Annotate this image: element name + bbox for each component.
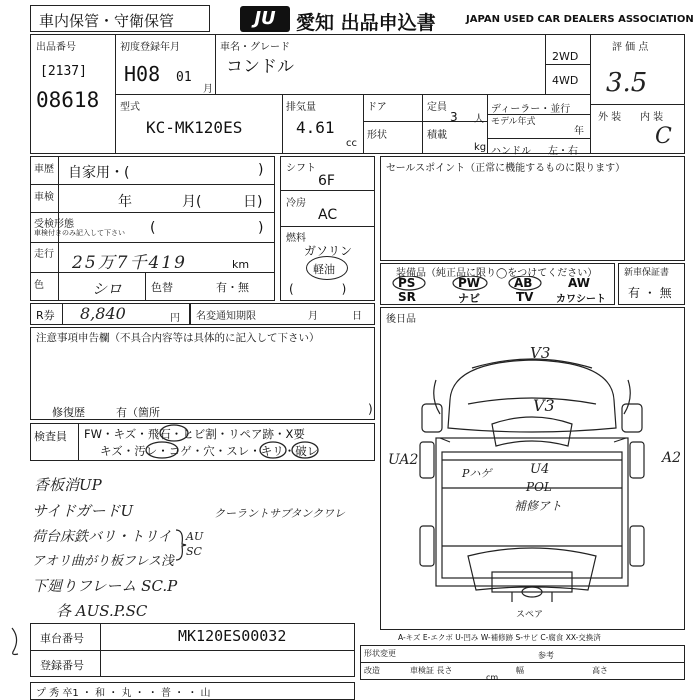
capacity-label: 定員 xyxy=(427,102,447,113)
model-type-label: 型式 xyxy=(120,102,140,113)
equipment-label: 装備品（純正品に限り◯をつけてください） xyxy=(396,268,598,279)
truck-diagram xyxy=(380,340,685,615)
equipment-ab: AB xyxy=(514,276,533,290)
dimension-modified: 改造 xyxy=(364,666,380,675)
plate-label: 登録番号 xyxy=(40,659,84,672)
capacity-unit: 人 xyxy=(474,114,484,125)
dealer-label: ディーラー・並行 xyxy=(491,104,571,115)
equipment-circle-marks xyxy=(382,276,614,304)
shape-label: 形状 xyxy=(367,130,387,141)
inspection-label: 車検 xyxy=(34,192,54,203)
history-label: 車歴 xyxy=(34,164,54,175)
name-change-month: 月 xyxy=(308,311,318,322)
inspector-circle-marks xyxy=(140,422,340,462)
diagram-label-right: A2 xyxy=(662,450,682,466)
mileage-value: 25万7千419 xyxy=(72,253,187,273)
registration-month: 01 xyxy=(176,70,192,85)
fuel-option: 軽油 xyxy=(313,263,335,276)
doors-label: ドア xyxy=(367,102,387,113)
recycle-value: 8,840 xyxy=(80,304,126,323)
rating-label: 評 価 点 xyxy=(612,42,649,53)
repair-value: 有（箇所 xyxy=(116,406,160,419)
org-subtitle: JAPAN USED CAR DEALERS ASSOCIATION xyxy=(466,14,694,25)
sales-point-label: セールスポイント（正常に機能するものに限ります） xyxy=(386,163,626,174)
repair-label: 修復歴 xyxy=(52,406,85,419)
handwritten-line2: サイドガードU xyxy=(32,502,134,520)
color-change-label: 色替 xyxy=(151,281,173,294)
chassis-value: MK120ES00032 xyxy=(178,627,287,645)
handwritten-line5: 下廻りフレーム SC.P xyxy=(32,577,178,595)
lot-bracket-number: [2137] xyxy=(40,64,87,79)
org-title: 愛知 出品申込書 xyxy=(296,12,436,34)
drive-2wd: 2WD xyxy=(552,50,579,63)
capacity-value: 3 xyxy=(450,110,458,124)
rating-value: 3.5 xyxy=(606,68,648,98)
model-year-unit: 年 xyxy=(574,126,584,137)
model-name: コンドル xyxy=(226,57,294,77)
received-close: ) xyxy=(258,220,264,236)
notes-label: 注意事項申告欄（不具合内容等は具体的に記入して下さい） xyxy=(36,332,320,344)
equipment-aw: AW xyxy=(568,276,590,290)
history-close: ) xyxy=(258,162,264,178)
engine-label: 排気量 xyxy=(286,102,316,113)
recycle-label: R券 xyxy=(36,309,55,322)
inspection-day: 日) xyxy=(243,194,263,210)
inspector-items-row1: FW・キズ・飛石・ヒビ割・リペア跡・X要 xyxy=(84,427,305,441)
rating-exterior-label: 外 装 xyxy=(598,112,622,123)
color-change-options: 有・無 xyxy=(216,281,249,294)
storage-label: 車内保管・守衛保管 xyxy=(39,12,175,30)
equipment-tv: TV xyxy=(516,290,534,304)
engine-value: 4.61 xyxy=(296,118,335,137)
damage-legend: A-キズ E-エクボ U-凹み W-補修跡 S-サビ C-腐食 XX-交換済 xyxy=(398,633,601,642)
dimension-unit: cm xyxy=(486,673,499,682)
load-unit: kg xyxy=(474,142,487,153)
equipment-navi: ナビ xyxy=(458,292,480,305)
fuel-label: 燃料 xyxy=(286,233,306,244)
rating-interior-label: 内 装 xyxy=(640,112,664,123)
footer-row-text: プ 秀 卒1 ・ 和 ・ 丸 ・ ・ 普 ・ ・ 山 xyxy=(36,688,211,699)
handle-label: ハンドル xyxy=(491,146,531,157)
color-value: シロ xyxy=(92,280,123,298)
handwritten-line1: 香板消UP xyxy=(34,476,102,494)
model-type-value: KC-MK120ES xyxy=(146,118,243,137)
inspection-year: 年 xyxy=(118,194,132,210)
equipment-pw: PW xyxy=(458,276,481,290)
shift-label: シフト xyxy=(286,163,316,174)
equipment-sr: SR xyxy=(398,290,416,304)
received-label: 受検形態 xyxy=(34,219,74,230)
handwritten-line6: 各 AUS.P.SC xyxy=(56,602,148,620)
diagram-label-left: UA2 xyxy=(388,452,419,468)
equipment-grid xyxy=(382,276,614,304)
inspector-label: 検査員 xyxy=(34,430,67,443)
diagram-label-bed1: Pハゲ xyxy=(462,467,492,480)
shift-value: 6F xyxy=(318,173,335,189)
drive-4wd: 4WD xyxy=(552,74,579,87)
mileage-label: 走行 xyxy=(34,249,54,260)
ju-logo: JU xyxy=(240,6,290,32)
load-label: 積載 xyxy=(427,130,447,141)
name-change-day: 日 xyxy=(352,311,362,322)
handwritten-scribble xyxy=(4,620,32,660)
name-change-label: 名変通知期限 xyxy=(196,311,256,322)
handle-options: 左・右 xyxy=(548,146,578,157)
history-value: 自家用・( xyxy=(68,165,130,181)
diagram-label-bed3: POL xyxy=(526,480,552,494)
received-note: 車検付きのみ記入して下さい xyxy=(34,229,125,237)
mileage-unit: km xyxy=(232,258,250,271)
handwritten-side-note2: SC xyxy=(186,545,202,558)
equipment-ps: PS xyxy=(398,276,416,290)
lot-label: 出品番号 xyxy=(36,42,76,53)
rating-interior-value: C xyxy=(655,124,672,149)
equipment-seat: カワシート xyxy=(556,294,606,305)
repair-close: ) xyxy=(368,402,373,416)
dimension-length: 車検証 長さ xyxy=(410,666,453,675)
model-year-label: モデル年式 xyxy=(491,117,536,127)
dimension-height: 高さ xyxy=(592,666,608,675)
rear-label: 後日品 xyxy=(386,314,416,325)
registration-month-unit: 月 xyxy=(203,84,213,95)
engine-unit: cc xyxy=(346,138,357,149)
lot-number: 08618 xyxy=(36,88,100,112)
dimension-reference: 参考 xyxy=(538,651,554,660)
inspector-items-row2: キズ・汚レ・コゲ・穴・スレ・キリ・破レ xyxy=(100,444,319,458)
warranty-label: 新車保証書 xyxy=(624,268,670,278)
diagram-label-top: V3 xyxy=(530,344,551,362)
diagram-label-cab: V3 xyxy=(533,396,555,415)
storage-label-box xyxy=(30,5,210,32)
color-label: 色 xyxy=(34,280,44,291)
fuel-value: ガソリン xyxy=(304,244,353,258)
aircon-value: AC xyxy=(318,207,338,223)
aircon-label: 冷房 xyxy=(286,198,306,209)
model-label: 車名・グレード xyxy=(220,42,290,53)
chassis-label: 車台番号 xyxy=(40,632,84,645)
handwritten-side-note1: AU xyxy=(186,530,204,543)
dimension-width: 幅 xyxy=(516,666,524,675)
warranty-options: 有 ・ 無 xyxy=(628,286,672,300)
diagram-label-bed4: 補修アト xyxy=(514,499,563,513)
diagram-label-bed2: U4 xyxy=(530,462,550,477)
inspection-month: 月( xyxy=(182,194,202,210)
fuel-bracket: ( ) xyxy=(289,282,347,296)
diagram-spare: スペア xyxy=(516,610,544,620)
registration-label: 初度登録年月 xyxy=(120,42,180,53)
handwritten-line3: 荷台床鉄バリ・トリイ xyxy=(32,529,172,545)
handwritten-line2b: クーラントサブタンクワレ xyxy=(214,507,346,520)
dimension-shape-change: 形状変更 xyxy=(364,649,396,658)
handwritten-line4: アオリ曲がり板フレス浅 xyxy=(32,554,174,569)
received-open: ( xyxy=(150,220,156,236)
handwritten-brace xyxy=(174,528,188,562)
registration-year: H08 xyxy=(124,62,161,86)
recycle-unit: 円 xyxy=(170,313,180,324)
